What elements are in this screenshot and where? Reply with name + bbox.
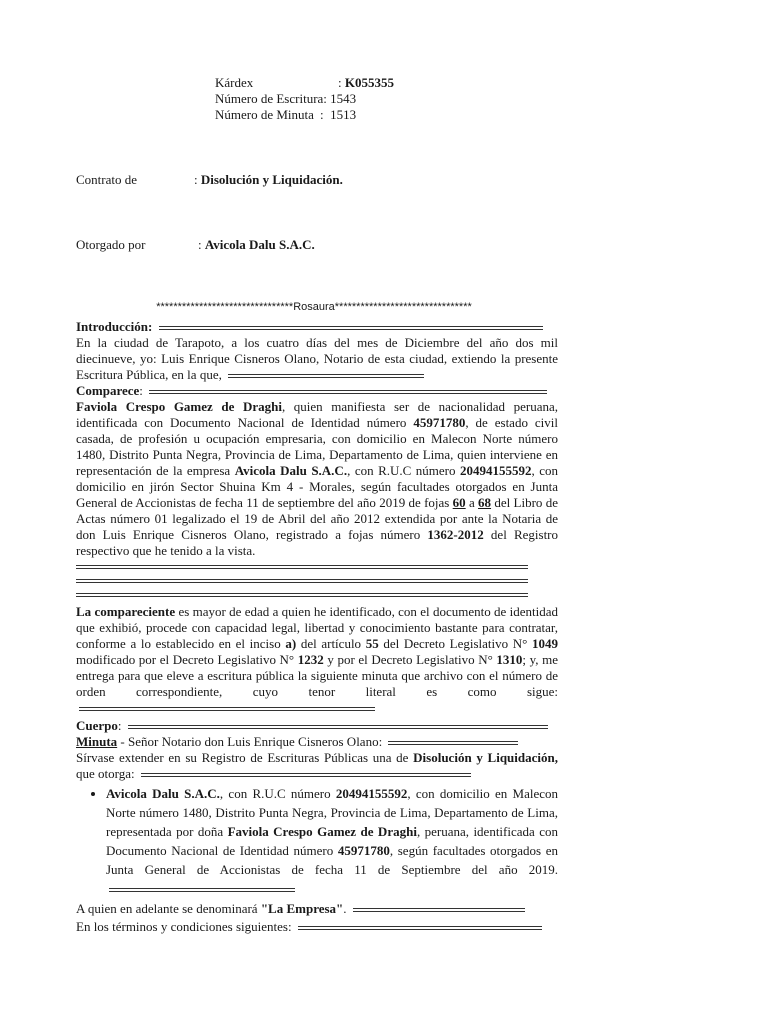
bullet-dni: 45971780 <box>337 843 390 858</box>
separator-right: ******************************** <box>334 301 472 313</box>
terminos-text: En los términos y condiciones siguientes: <box>76 919 292 934</box>
comparece-text-1: , quien manifiesta ser de nacionalidad peruana, identificada con Documento Nacional de Identidad número <box>76 399 558 430</box>
compareciente-inciso: a) <box>285 636 297 651</box>
compareciente-text-4: modificado por el Decreto Legislativo N° <box>76 652 298 667</box>
kardex-row <box>215 75 394 91</box>
fill-line <box>76 579 528 583</box>
contrato-label: Contrato de <box>76 172 138 187</box>
escritura-label: Número de Escritura: <box>215 91 327 106</box>
minuta-sep: : <box>320 107 324 122</box>
minuta-text-2: Sírvase extender en su Registro de Escrituras Públicas una de <box>76 750 414 765</box>
fill-line <box>149 390 547 394</box>
minuta-paragraph <box>76 750 558 782</box>
kardex-value: K055355 <box>344 75 394 90</box>
kardex-label: Kárdex <box>215 75 254 90</box>
bullet-company: Avicola Dalu S.A.C. <box>106 786 220 801</box>
comparece-text-4: , con domicilio en jirón Sector Shuina Km 4 - Morales, según facultades otorgados en Junta General de Accionistas de fecha 11 de septiembre del año 2019 de fojas <box>76 463 558 510</box>
otorgado-row <box>76 237 315 253</box>
separator-left: ******************************** <box>156 301 294 313</box>
compareciente-text-1: es mayor de edad a quien he identificado, con el documento de identidad que exhibió, procede con capacidad legal, libertad y conocimiento bastante para contratar, conforme a lo establecido en el inciso <box>76 604 559 651</box>
terminos-line <box>76 918 558 936</box>
bullet-name: Faviola Crespo Gamez de Draghi <box>227 824 417 839</box>
comparece-text-2: , de estado civil casada, de profesión u ocupación empresaria, con domicilio en Malecon Norte número 1480, Distrito Punta Negra, Provincia de Lima, Departamento de Lima, quien interviene en representación de la empresa <box>76 415 558 478</box>
decreto-1049: 1049 <box>532 636 558 651</box>
list-item <box>106 784 558 898</box>
minuta-text-1: - Señor Notario don Luis Enrique Cisneros Olano: <box>117 734 383 749</box>
intro-heading-line <box>76 319 558 335</box>
comparece-heading-line: Comparece: <box>76 383 558 399</box>
contrato-sep: : <box>194 172 198 187</box>
bullet-text-1: , con R.U.C número <box>219 786 336 801</box>
otorgante-list <box>76 784 558 898</box>
document-header <box>215 75 394 123</box>
comparece-text-3: , con R.U.C número <box>347 463 460 478</box>
comparece-text-6: del Libro de Actas número 01 legalizado el 19 de Abril del año 2012 extendida por ante la Notaria de don Luis Enrique Cisneros Olano, registrado a fojas número <box>76 495 558 542</box>
comparece-text-5: a <box>465 495 479 510</box>
minuta-line <box>76 734 558 750</box>
empresa-line <box>76 900 558 918</box>
fill-line <box>141 773 471 777</box>
fill-line <box>388 741 518 745</box>
comparece-name: Faviola Crespo Gamez de Draghi <box>76 399 282 414</box>
fill-line <box>353 908 525 912</box>
bullet-text-3: , peruana, identificada con Documento Nacional de Identidad número <box>106 824 558 858</box>
otorgado-value: Avicola Dalu S.A.C. <box>204 237 315 252</box>
minuta-label: Número de Minuta <box>215 107 314 122</box>
cuerpo-heading: Cuerpo <box>76 718 118 733</box>
fill-line <box>109 888 295 892</box>
minuta-contract-type: Disolución y Liquidación, <box>413 750 558 765</box>
comparece-registro: 1362-2012 <box>427 527 484 542</box>
comparece-paragraph <box>76 399 558 559</box>
kardex-sep: : <box>338 75 342 90</box>
fill-line <box>228 374 424 378</box>
comparece-foja-2: 68 <box>478 495 492 510</box>
comparece-company: Avicola Dalu S.A.C. <box>234 463 348 478</box>
compareciente-articulo: 55 <box>365 636 379 651</box>
comparece-foja-1: 60 <box>452 495 466 510</box>
fill-line <box>76 593 528 597</box>
decreto-1310: 1310 <box>496 652 523 667</box>
comparece-heading: Comparece <box>76 383 140 398</box>
fill-line <box>79 707 375 711</box>
comparece-dni: 45971780 <box>413 415 466 430</box>
compareciente-lead: La compareciente <box>76 604 176 619</box>
otorgado-sep: : <box>198 237 202 252</box>
bullet-text-2: , con domicilio en Malecon Norte número 1480, Distrito Punta Negra, Provincia de Lima, Departamento de Lima, representada por doña <box>106 786 558 839</box>
fill-line <box>76 565 528 569</box>
cuerpo-heading-line: Cuerpo: <box>76 718 558 734</box>
empresa-name: "La Empresa" <box>260 901 344 916</box>
compareciente-text-3: del Decreto Legislativo N° <box>378 636 532 651</box>
otorgado-label: Otorgado por <box>76 237 146 252</box>
contrato-row <box>76 172 343 188</box>
intro-heading: Introducción: <box>76 319 153 334</box>
decreto-1232: 1232 <box>297 652 324 667</box>
intro-paragraph <box>76 335 558 383</box>
empresa-text-1: A quien en adelante se denominará <box>76 901 261 916</box>
compareciente-text-6: ; y, me entrega para que eleve a escritura pública la siguiente minuta que archivo con el número de orden correspondiente, cuyo tenor literal es como sigue: <box>76 652 558 699</box>
compareciente-text-2: del artículo <box>296 636 366 651</box>
fill-line <box>159 326 543 330</box>
minuta-text-3: que otorga: <box>76 766 135 781</box>
escritura-value: 1543 <box>330 91 357 106</box>
contrato-value: Disolución y Liquidación. <box>200 172 343 187</box>
bullet-text-4: , según facultades otorgados en Junta General de Accionistas de fecha 11 de Septiembre del año 2019. <box>106 843 558 877</box>
rosaura-separator <box>76 299 552 314</box>
empresa-text-2: . <box>343 901 347 916</box>
minuta-row <box>215 107 394 123</box>
minuta-heading: Minuta <box>76 734 118 749</box>
compareciente-paragraph <box>76 604 558 716</box>
minuta-value: 1513 <box>330 107 357 122</box>
separator-name: Rosaura <box>293 301 335 313</box>
escritura-row <box>215 91 394 107</box>
document-body <box>76 319 558 936</box>
comparece-text-7: del Registro respectivo que he tenido a la vista. <box>76 527 559 558</box>
fill-line <box>128 725 548 729</box>
bullet-ruc: 20494155592 <box>335 786 408 801</box>
compareciente-text-5: y por el Decreto Legislativo N° <box>323 652 497 667</box>
fill-line <box>298 926 542 930</box>
intro-text: En la ciudad de Tarapoto, a los cuatro días del mes de Diciembre del año dos mil diecinueve, yo: Luis Enrique Cisneros Olano, Notario de esta ciudad, extiendo la presente Escritura Pública, en la que, <box>76 335 558 382</box>
comparece-ruc: 20494155592 <box>459 463 532 478</box>
